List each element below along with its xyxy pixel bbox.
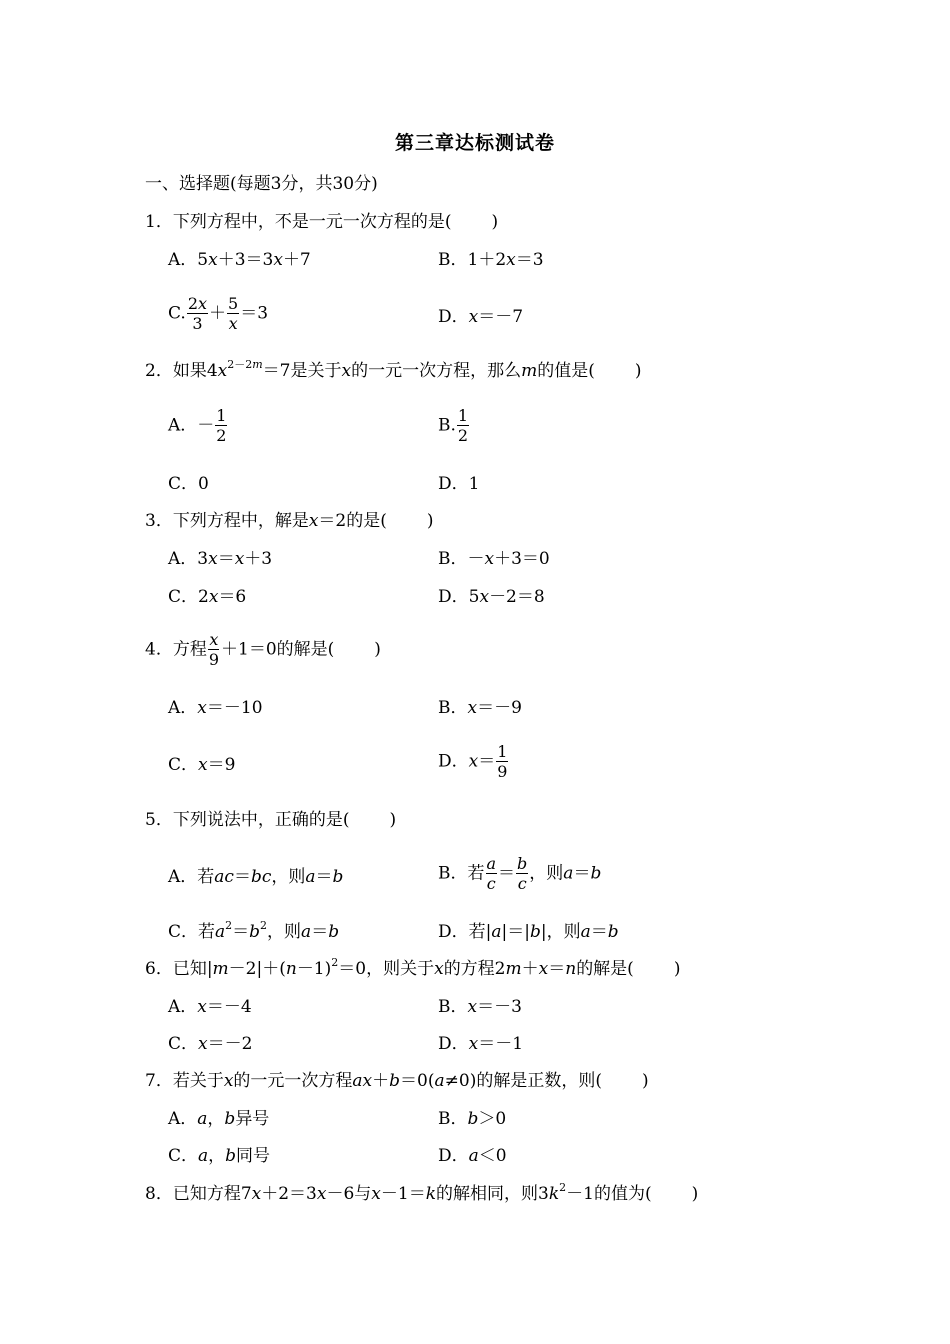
page-title: 第三章达标测试卷 (394, 132, 555, 154)
q6-option-c: C．x＝－2 (168, 1034, 253, 1054)
q5-option-b: B．若 $\frac{a}{c}$ ＝ $\frac{b}{c}$ ，则a＝b (438, 854, 602, 893)
q6-option-a: A．x＝－4 (168, 997, 252, 1017)
q7-option-d: D．a＜0 (438, 1146, 507, 1166)
question-2: 2．如果$4x^{2-2m}=7$是关于x的一元一次方程，那么m的值是( ) (145, 358, 642, 381)
q3-option-c: C．2x＝6 (168, 587, 247, 607)
q1-option-a: A．5x＋3＝3x＋7 (168, 250, 311, 270)
q2-option-b: B. $\frac{1}{2}$ (438, 406, 469, 445)
q6-option-b: B．x＝－3 (438, 997, 522, 1017)
q3-option-b: B．－x＋3＝0 (438, 549, 550, 569)
question-3: 3．下列方程中，解是x＝2的是( ) (145, 511, 434, 531)
fraction: $\frac{a}{c}$ (486, 854, 497, 893)
q3-option-a: A．3x＝x＋3 (168, 549, 273, 569)
fraction: $\frac{b}{c}$ (517, 854, 528, 893)
fraction: $\frac{1}{2}$ (216, 406, 227, 445)
q1-option-d: D．x＝－7 (438, 307, 524, 327)
question-6: 6．已知$|m-2|+(n-1)^2=0$，则关于x的方程2m＋x＝n的解是( ) (145, 956, 681, 979)
q7-option-b: B．b＞0 (438, 1109, 507, 1129)
q2-option-d: D．1 (438, 474, 480, 494)
question-7: 7．若关于x的一元一次方程ax＋b＝0(a≠0)的解是正数，则( ) (145, 1071, 649, 1091)
q1-option-c: C. $\frac{2x}{3}$ ＋ $\frac{5}{x}$ ＝3 (168, 294, 269, 333)
q1-option-b: B．1＋2x＝3 (438, 250, 544, 270)
q4-option-d: D．x＝ $\frac{1}{9}$ (438, 742, 508, 781)
question-4: 4．方程 $\frac{x}{9}$ ＋1＝0的解是( ) (145, 630, 381, 669)
q5-option-a: A．若ac＝bc，则a＝b (168, 867, 344, 887)
question-1: 1．下列方程中，不是一元一次方程的是( ) (145, 212, 499, 232)
q4-option-c: C．x＝9 (168, 755, 236, 775)
question-8: 8．已知方程7x＋2＝3x－6与x－1＝k的解相同，则$3k^2-1$的值为( ) (145, 1181, 699, 1204)
section-heading: 一、选择题(每题3分，共30分) (145, 174, 378, 194)
q5-option-d: D．若|a|＝|b|，则a＝b (438, 922, 619, 942)
q7-option-c: C．a，b同号 (168, 1146, 271, 1166)
fraction: $\frac{1}{9}$ (497, 742, 508, 781)
fraction: $\frac{x}{9}$ (208, 630, 220, 669)
q6-option-d: D．x＝－1 (438, 1034, 524, 1054)
q2-option-c: C．0 (168, 474, 209, 494)
fraction: $\frac{2x}{3}$ (187, 294, 208, 333)
fraction: $\frac{1}{2}$ (457, 406, 469, 445)
fraction: $\frac{5}{x}$ (228, 294, 239, 333)
q7-option-a: A．a，b异号 (168, 1109, 270, 1129)
q3-option-d: D．5x－2＝8 (438, 587, 545, 607)
question-5: 5．下列说法中，正确的是( ) (145, 810, 397, 830)
q4-option-b: B．x＝－9 (438, 698, 522, 718)
q5-option-c: C．若$a^2=b^2$，则a＝b (168, 919, 340, 942)
q2-option-a: A．－ $\frac{1}{2}$ (168, 406, 227, 445)
q4-option-a: A．x＝－10 (168, 698, 263, 718)
